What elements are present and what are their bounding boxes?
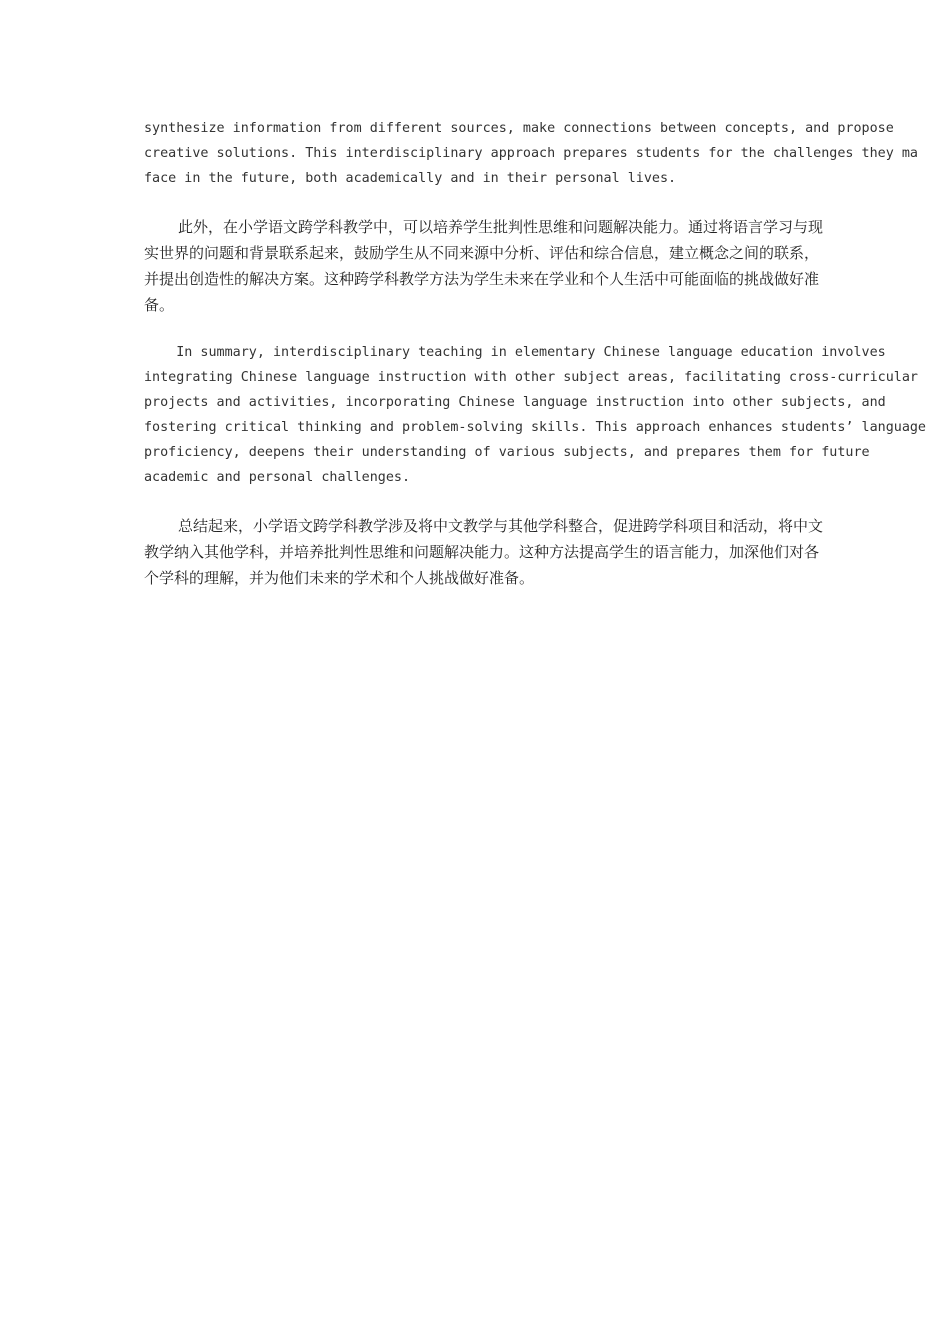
text-line: projects and activities, incorporating Chinese language instruction into other subjects, and [144,395,886,410]
chinese-paragraph-summary: 总结起来，小学语文跨学科教学涉及将中文教学与其他学科整合，促进跨学科项目和活动，将中文教学纳入其他学科，并培养批判性思维和问题解决能力。这种方法提高学生的语言能力，加深他们对各个学科的理解，并为他们未来的学术和个人挑战做好准备。 [144,517,824,587]
text-line: creative solutions. This interdisciplinary approach prepares students for the challenges they ma [144,146,918,161]
text-line: academic and personal challenges. [144,470,411,485]
chinese-paragraph-critical-thinking: 此外，在小学语文跨学科教学中，可以培养学生批判性思维和问题解决能力。通过将语言学习与现实世界的问题和背景联系起来，鼓励学生从不同来源中分析、评估和综合信息，建立概念之间的联系，并提出创造性的解决方案。这种跨学科教学方法为学生未来在学业和个人生活中可能面临的挑战做好准备。 [144,218,824,314]
text-line: face in the future, both academically and in their personal lives. [144,171,677,186]
text-line: In summary, interdisciplinary teaching in elementary Chinese language education involves [144,345,886,360]
text-line: fostering critical thinking and problem-solving skills. This approach enhances students’ language [144,420,926,435]
text-line: integrating Chinese language instruction with other subject areas, facilitating cross-curricular [144,370,918,385]
english-paragraph-critical-thinking [144,116,950,191]
text-line: proficiency, deepens their understanding of various subjects, and prepares them for future [144,445,870,460]
english-paragraph-summary [144,340,950,490]
text-line: synthesize information from different sources, make connections between concepts, and propose [144,121,894,136]
